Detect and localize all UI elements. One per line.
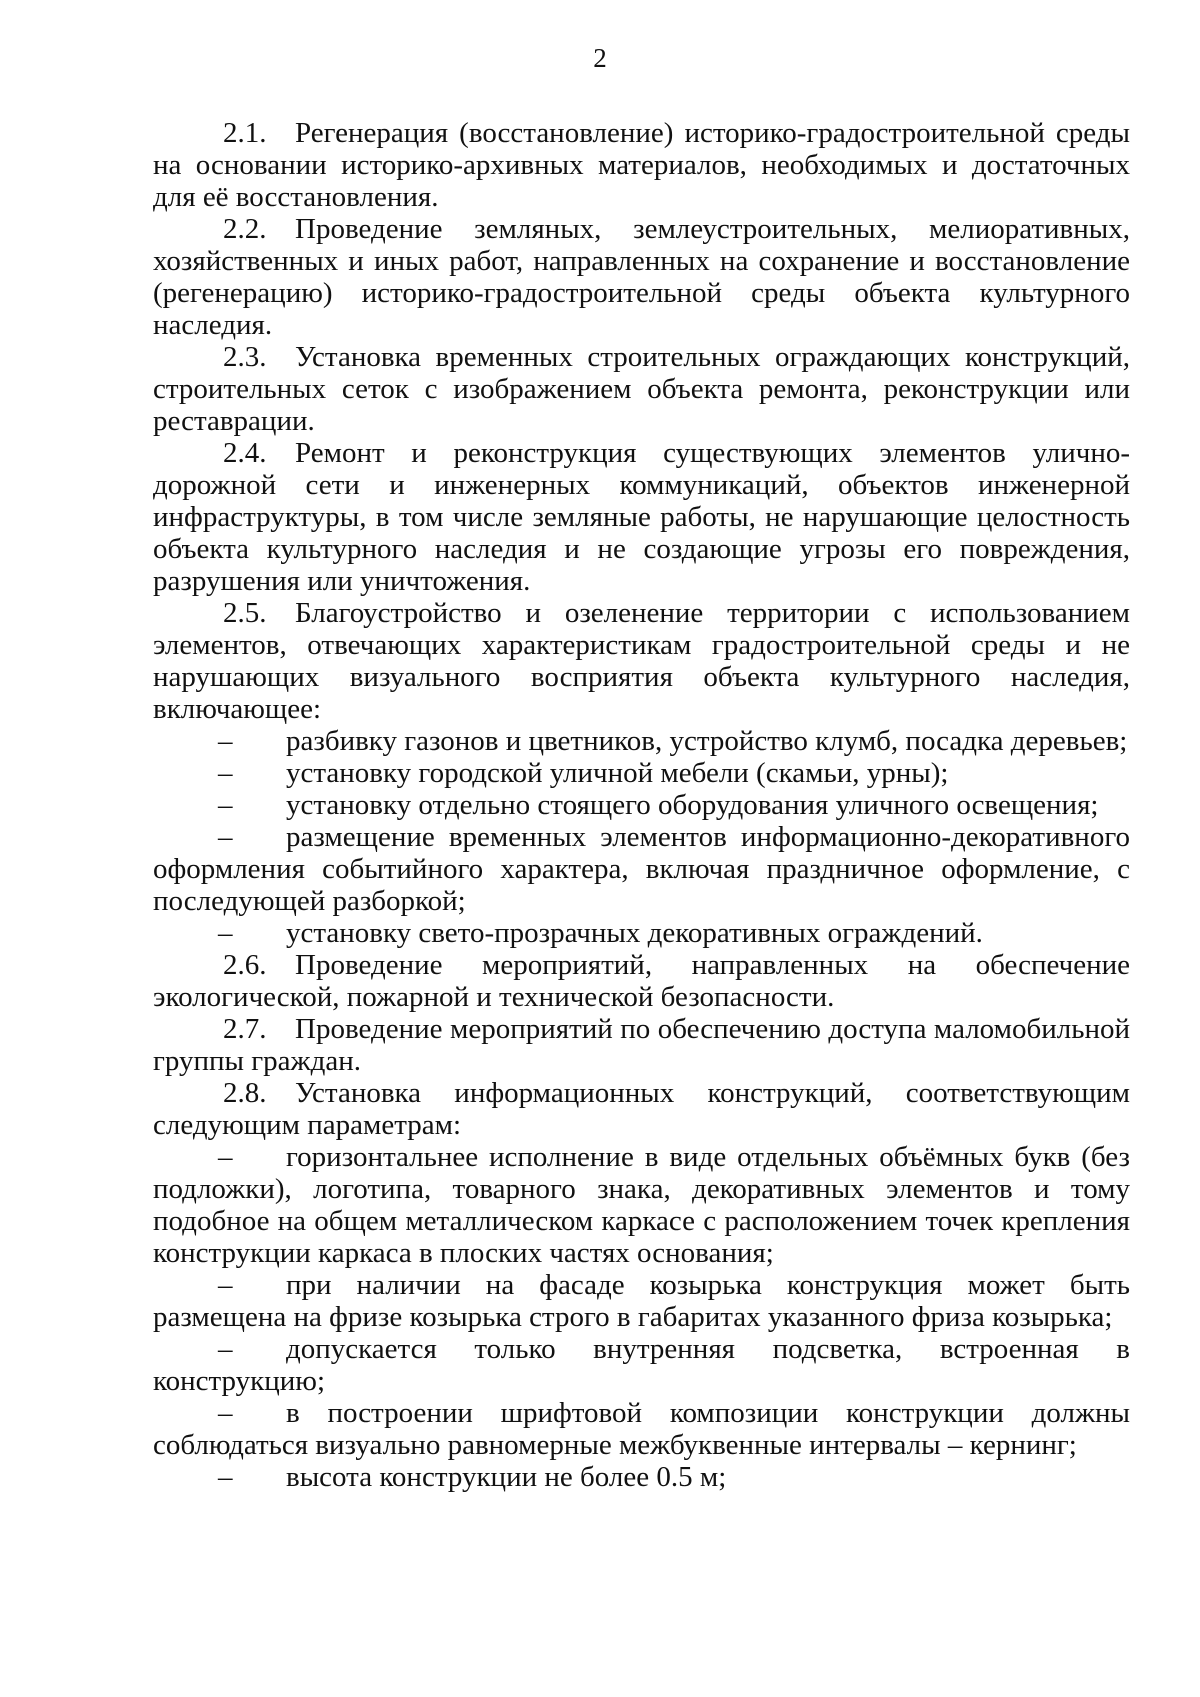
dash-marker: – (218, 1333, 233, 1365)
list-item (153, 1333, 1130, 1397)
list-item (153, 725, 1130, 757)
paragraph-2-8 (153, 1077, 1130, 1141)
page-number: 2 (593, 43, 607, 73)
paragraph-number: 2.4. (223, 437, 267, 469)
list-item-text: размещение временных элементов информационно-декоративного оформления событийного характера, включая праздничное оформление, с последующей разборкой; (153, 821, 1130, 917)
paragraph-2-5 (153, 597, 1130, 725)
paragraph-text: Установка информационных конструкций, соответствующим следующим параметрам: (153, 1077, 1130, 1141)
paragraph-number: 2.8. (223, 1077, 267, 1109)
list-item-text: установку городской уличной мебели (скамьи, урны); (286, 757, 949, 789)
paragraph-2-3 (153, 341, 1130, 437)
dash-marker: – (218, 1141, 233, 1173)
paragraph-2-7 (153, 1013, 1130, 1077)
paragraph-number: 2.2. (223, 213, 267, 245)
list-item (153, 1269, 1130, 1333)
list-item (153, 1141, 1130, 1269)
list-item-text: допускается только внутренняя подсветка, встроенная в конструкцию; (153, 1333, 1130, 1397)
dash-marker: – (218, 789, 233, 821)
list-item (153, 757, 1130, 789)
paragraph-2-2 (153, 213, 1130, 341)
paragraph-number: 2.7. (223, 1013, 267, 1045)
document-body (153, 117, 1130, 1493)
paragraph-number: 2.1. (223, 117, 267, 149)
paragraph-text: Проведение мероприятий, направленных на обеспечение экологической, пожарной и технической безопасности. (153, 949, 1130, 1013)
dash-marker: – (218, 757, 233, 789)
list-item-text: при наличии на фасаде козырька конструкция может быть размещена на фризе козырька строго в габаритах указанного фриза козырька; (153, 1269, 1130, 1333)
paragraph-text: Установка временных строительных ограждающих конструкций, строительных сеток с изображением объекта ремонта, реконструкции или реставрации. (153, 341, 1130, 437)
list-item-text: в построении шрифтовой композиции конструкции должны соблюдаться визуально равномерные межбуквенные интервалы – кернинг; (153, 1397, 1130, 1461)
paragraph-number: 2.6. (223, 949, 267, 981)
list-item-text: разбивку газонов и цветников, устройство клумб, посадка деревьев; (286, 725, 1128, 757)
list-item (153, 1461, 1130, 1493)
list-item (153, 917, 1130, 949)
paragraph-number: 2.5. (223, 597, 267, 629)
paragraph-text: Проведение земляных, землеустроительных, мелиоративных, хозяйственных и иных работ, направленных на сохранение и восстановление (регенерацию) историко-градостроительной среды объекта культурного наследия. (153, 213, 1130, 341)
paragraph-text: Проведение мероприятий по обеспечению доступа маломобильной группы граждан. (153, 1013, 1130, 1077)
dash-marker: – (218, 725, 233, 757)
list-item-text: установку отдельно стоящего оборудования уличного освещения; (286, 789, 1099, 821)
paragraph-text: Регенерация (восстановление) историко-градостроительной среды на основании историко-архивных материалов, необходимых и достаточных для её восстановления. (153, 117, 1130, 213)
list-item (153, 789, 1130, 821)
paragraph-text: Ремонт и реконструкция существующих элементов улично-дорожной сети и инженерных коммуникаций, объектов инженерной инфраструктуры, в том числе земляные работы, не нарушающие целостность объекта культурного наследия и не создающие угрозы его повреждения, разрушения или уничтожения. (153, 437, 1130, 597)
paragraph-2-1 (153, 117, 1130, 213)
dash-marker: – (218, 1461, 233, 1493)
dash-marker: – (218, 821, 233, 853)
dash-marker: – (218, 1269, 233, 1301)
dash-marker: – (218, 917, 233, 949)
paragraph-2-6 (153, 949, 1130, 1013)
list-item-text: установку свето-прозрачных декоративных ограждений. (286, 917, 983, 949)
paragraph-2-4 (153, 437, 1130, 597)
list-item (153, 1397, 1130, 1461)
list-item-text: горизонтальнее исполнение в виде отдельных объёмных букв (без подложки), логотипа, товарного знака, декоративных элементов и тому подобное на общем металлическом каркасе с расположением точек крепления конструкции каркаса в плоских частях основания; (153, 1141, 1130, 1269)
paragraph-text: Благоустройство и озеленение территории с использованием элементов, отвечающих характеристикам градостроительной среды и не нарушающих визуального восприятия объекта культурного наследия, включающее: (153, 597, 1130, 725)
dash-marker: – (218, 1397, 233, 1429)
paragraph-number: 2.3. (223, 341, 267, 373)
list-item (153, 821, 1130, 917)
list-item-text: высота конструкции не более 0.5 м; (286, 1461, 727, 1493)
